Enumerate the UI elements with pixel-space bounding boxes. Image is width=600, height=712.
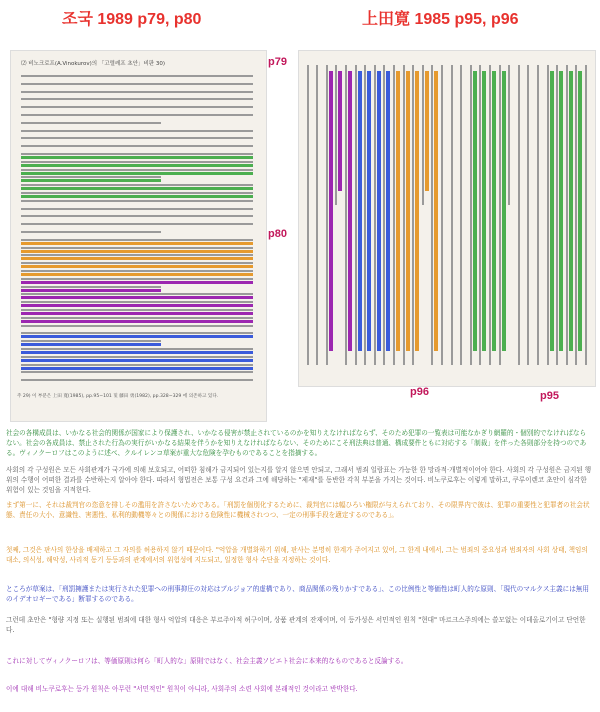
scan-text-line: [21, 364, 253, 366]
scan-text-line: [21, 83, 253, 85]
scan-highlight-underline: [21, 351, 253, 354]
scan-highlight-underline: [21, 320, 253, 323]
scan-highlight-bar: [578, 71, 582, 351]
scan-text-column: [393, 65, 395, 365]
scan-text-column: [451, 65, 453, 365]
scan-highlight-underline: [21, 179, 161, 182]
paragraph-5-japanese: ところが草案は、「刑罰擁護または実行された犯罪への刑事抑圧の対応はブルジョア的虚構であり、商品関係の残りかすである」、この比例性と等価性は町人的な原則、「現代のマルクス主義には無用のイデオロギーである」断罪するのである。: [6, 585, 589, 604]
scan-text-line: [21, 169, 253, 171]
scan-highlight-bar: [492, 71, 496, 351]
paragraph-6-korean: 그런데 초안은 "형량 지정 또는 실행된 범죄에 대한 형사 억압의 대응은 부르주아적 허구이며, 상품 관계의 잔재이며, 이 등가성은 서민적인 원칙 "현대" 마르크스주의에는 쓸모없는 이데올로기이고 단언한다.: [6, 616, 586, 635]
scan-text-line: [21, 309, 253, 311]
scan-highlight-bar: [482, 71, 486, 351]
scan-text-column: [575, 65, 577, 365]
scan-text-column: [537, 65, 539, 365]
scan-text-column: [403, 65, 405, 365]
scan-text-column: [556, 65, 558, 365]
scan-text-line: [21, 215, 253, 217]
scan-highlight-bar: [415, 71, 419, 351]
scan-text-column: [431, 65, 433, 365]
scan-text-column: [585, 65, 587, 365]
scan-left-heading: ⑵ 비노크로프(A.Vinokurov)의 「고렬레프 초안」비판 30): [21, 61, 166, 67]
scan-text-line: [21, 75, 253, 77]
scan-text-line: [21, 137, 253, 139]
scan-highlight-bar: [406, 71, 410, 351]
scan-text-line: [21, 122, 161, 124]
scan-text-column: [547, 65, 549, 365]
scan-highlight-bar: [377, 71, 381, 351]
scan-text-line: [21, 332, 253, 334]
scan-text-column: [518, 65, 520, 365]
header-left: 조국 1989 p79, p80: [62, 11, 202, 28]
scan-highlight-underline: [21, 172, 253, 175]
scan-highlight-bar: [367, 71, 371, 351]
scan-text-column: [489, 65, 491, 365]
scan-text-line: [21, 317, 253, 319]
scan-text-line: [21, 371, 253, 373]
scan-text-line: [21, 301, 253, 303]
scan-text-column: [335, 65, 337, 205]
scan-text-column: [422, 65, 424, 205]
scan-text-column: [326, 65, 328, 365]
page-tag-p96: p96: [410, 386, 429, 398]
scan-text-line: [21, 208, 253, 210]
scan-text-line: [21, 223, 253, 225]
scan-highlight-underline: [21, 367, 253, 370]
scan-text-line: [21, 130, 253, 132]
scan-right-page: [298, 50, 596, 387]
scan-text-line: [21, 200, 253, 202]
scan-highlight-underline: [21, 257, 253, 260]
scan-highlight-bar: [473, 71, 477, 351]
scan-highlight-bar: [396, 71, 400, 351]
scan-highlight-bar: [550, 71, 554, 351]
scan-highlight-bar: [502, 71, 506, 351]
scan-highlight-underline: [21, 242, 253, 245]
scan-highlight-bar: [358, 71, 362, 351]
scan-highlight-bar: [569, 71, 573, 351]
scan-text-line: [21, 239, 253, 241]
scan-text-line: [21, 286, 161, 288]
scan-highlight-underline: [21, 164, 253, 167]
paragraph-3-japanese: まず第一に、それは裁判官の恣意を排しその濫用を許さないためである。「刑罰を個別化するために、裁判官には幅ひろい権限が与えられており、その限界内で彼は、犯罪の重要性と犯罪者の社会状態、責任の大小、意識性、害悪性、私利的動機等々との関係における危険性に機械されつつ、一定の刑事手段を適定するのである」。: [6, 501, 590, 520]
scan-text-line: [21, 106, 253, 108]
scan-text-column: [460, 65, 462, 365]
paragraph-1-japanese: 社会の各構成員は、いかなる社会的関係が国家により保護され、いかなる侵害が禁止されているのかを知りえなければならず、そのため犯罪の一覧表は可能なかぎり網羅的・個別的でなければならない。社会の各成員は、禁止された行為の実行がいかなる結果を伴うかを知りえなければならない、そのためにこそ刑法典は普通、構成要件ともに対応する「制裁」を伴った各則部分を持つのである。ヴィノクーロフはこのように述べ、クルイレンコ草案が重大な危険を孕むものであることを指摘する。: [6, 429, 587, 458]
scan-text-line: [21, 176, 161, 178]
scan-text-line: [21, 278, 253, 280]
scan-highlight-underline: [21, 195, 253, 198]
scan-text-column: [441, 65, 443, 365]
scan-highlight-underline: [21, 265, 253, 268]
scan-text-line: [21, 340, 161, 342]
scan-highlight-bar: [338, 71, 342, 191]
scan-highlight-underline: [21, 250, 253, 253]
scan-text-line: [21, 379, 253, 381]
scan-text-column: [499, 65, 501, 365]
scan-text-line: [21, 262, 253, 264]
page-tag-p80: p80: [268, 228, 287, 240]
scan-text-line: [21, 348, 253, 350]
scan-text-column: [316, 65, 318, 365]
scan-highlight-bar: [559, 71, 563, 351]
scan-text-column: [355, 65, 357, 365]
scan-text-column: [479, 65, 481, 365]
scan-text-column: [374, 65, 376, 365]
scan-text-line: [21, 356, 253, 358]
scan-text-column: [566, 65, 568, 365]
scan-highlight-underline: [21, 304, 253, 307]
scan-text-line: [21, 161, 253, 163]
scan-highlight-underline: [21, 281, 253, 284]
scan-highlight-underline: [21, 343, 161, 346]
scan-highlight-underline: [21, 359, 253, 362]
scan-text-column: [412, 65, 414, 365]
scan-left-page: [10, 50, 267, 422]
scan-text-column: [307, 65, 309, 365]
paragraph-7-japanese: これに対してヴィノクーロフは、等価原則は何ら「町人的な」原則ではなく、社会主義ソビエト社会に本来的なものであると反論する。: [6, 657, 408, 665]
scan-text-line: [21, 145, 253, 147]
scan-text-line: [21, 192, 253, 194]
scan-text-column: [527, 65, 529, 365]
paragraph-4-korean: 첫째, 그것은 판사의 한상을 배제하고 그 자의를 허용하지 않기 때문이다. "억압을 개별화하기 위해, 판사는 분명히 한계가 주어지고 있어, 그 한계 내에서, 그는 범죄의 중요성과 범죄자의 사회 상태, 책임의 대소, 의식성, 해악성, 사리적 동기 등등과의 관계에서의 위험성에 지도되고, 일정한 형사 수단을 지정하는 것이다.: [6, 546, 588, 565]
scan-highlight-underline: [21, 335, 253, 338]
page-tag-p95: p95: [540, 390, 559, 402]
scan-highlight-underline: [21, 289, 161, 292]
scan-highlight-bar: [425, 71, 429, 191]
scan-text-line: [21, 114, 253, 116]
scan-highlight-underline: [21, 296, 253, 299]
page-tag-p79: p79: [268, 56, 287, 68]
scan-text-column: [364, 65, 366, 365]
scan-highlight-bar: [329, 71, 333, 351]
scan-text-line: [21, 270, 253, 272]
scan-highlight-underline: [21, 156, 253, 159]
scan-left-footnote: 주 29) 이 부분은 上田 寛(1985), pp.95∼101 및 藤田 勇(1982), pp.328∼329 에 의존하고 있다.: [17, 394, 219, 399]
header-right: 上田寛 1985 p95, p96: [362, 11, 519, 28]
scan-text-column: [470, 65, 472, 365]
paragraph-2-korean: 사회의 각 구성원은 모든 사회관계가 국가에 의해 보호되고, 어떠한 침해가 금지되어 있는지를 알지 않으면 안되고, 그래서 범죄 일람표는 가능한 한 망라적·개별적이어야 한다. 사회의 각 구성원은 금지된 행위의 수행이 어떠한 결과를 수반하는지 알아야 한다. 따라서 형법전은 보통 구성 요건과 그에 해당하는 "제재"를 동반한 각칙 부분을 가지는 것이다. 비노쿠로후는 이렇게 말하고, 쿠루이렌코 초안이 심각한 위험이 있는 것임을 지적한다.: [6, 466, 592, 495]
scan-text-line: [21, 254, 253, 256]
scan-highlight-underline: [21, 312, 253, 315]
scan-highlight-underline: [21, 187, 253, 190]
scan-text-line: [21, 184, 253, 186]
scan-highlight-bar: [386, 71, 390, 351]
scan-text-column: [508, 65, 510, 205]
paragraph-8-korean: 이에 대해 비노쿠로후는 등가 원칙은 아무런 "서민적인" 원칙이 아니라, 사회주의 소련 사회에 본래적인 것이라고 반박한다.: [6, 685, 358, 693]
scan-text-line: [21, 153, 253, 155]
scan-highlight-bar: [434, 71, 438, 351]
scan-text-column: [345, 65, 347, 365]
scan-text-line: [21, 293, 253, 295]
scan-text-line: [21, 98, 253, 100]
scan-text-line: [21, 325, 253, 327]
scan-highlight-bar: [348, 71, 352, 351]
scan-text-line: [21, 231, 161, 233]
scan-text-line: [21, 91, 253, 93]
scan-text-column: [383, 65, 385, 365]
scan-highlight-underline: [21, 273, 253, 276]
scan-text-line: [21, 247, 253, 249]
